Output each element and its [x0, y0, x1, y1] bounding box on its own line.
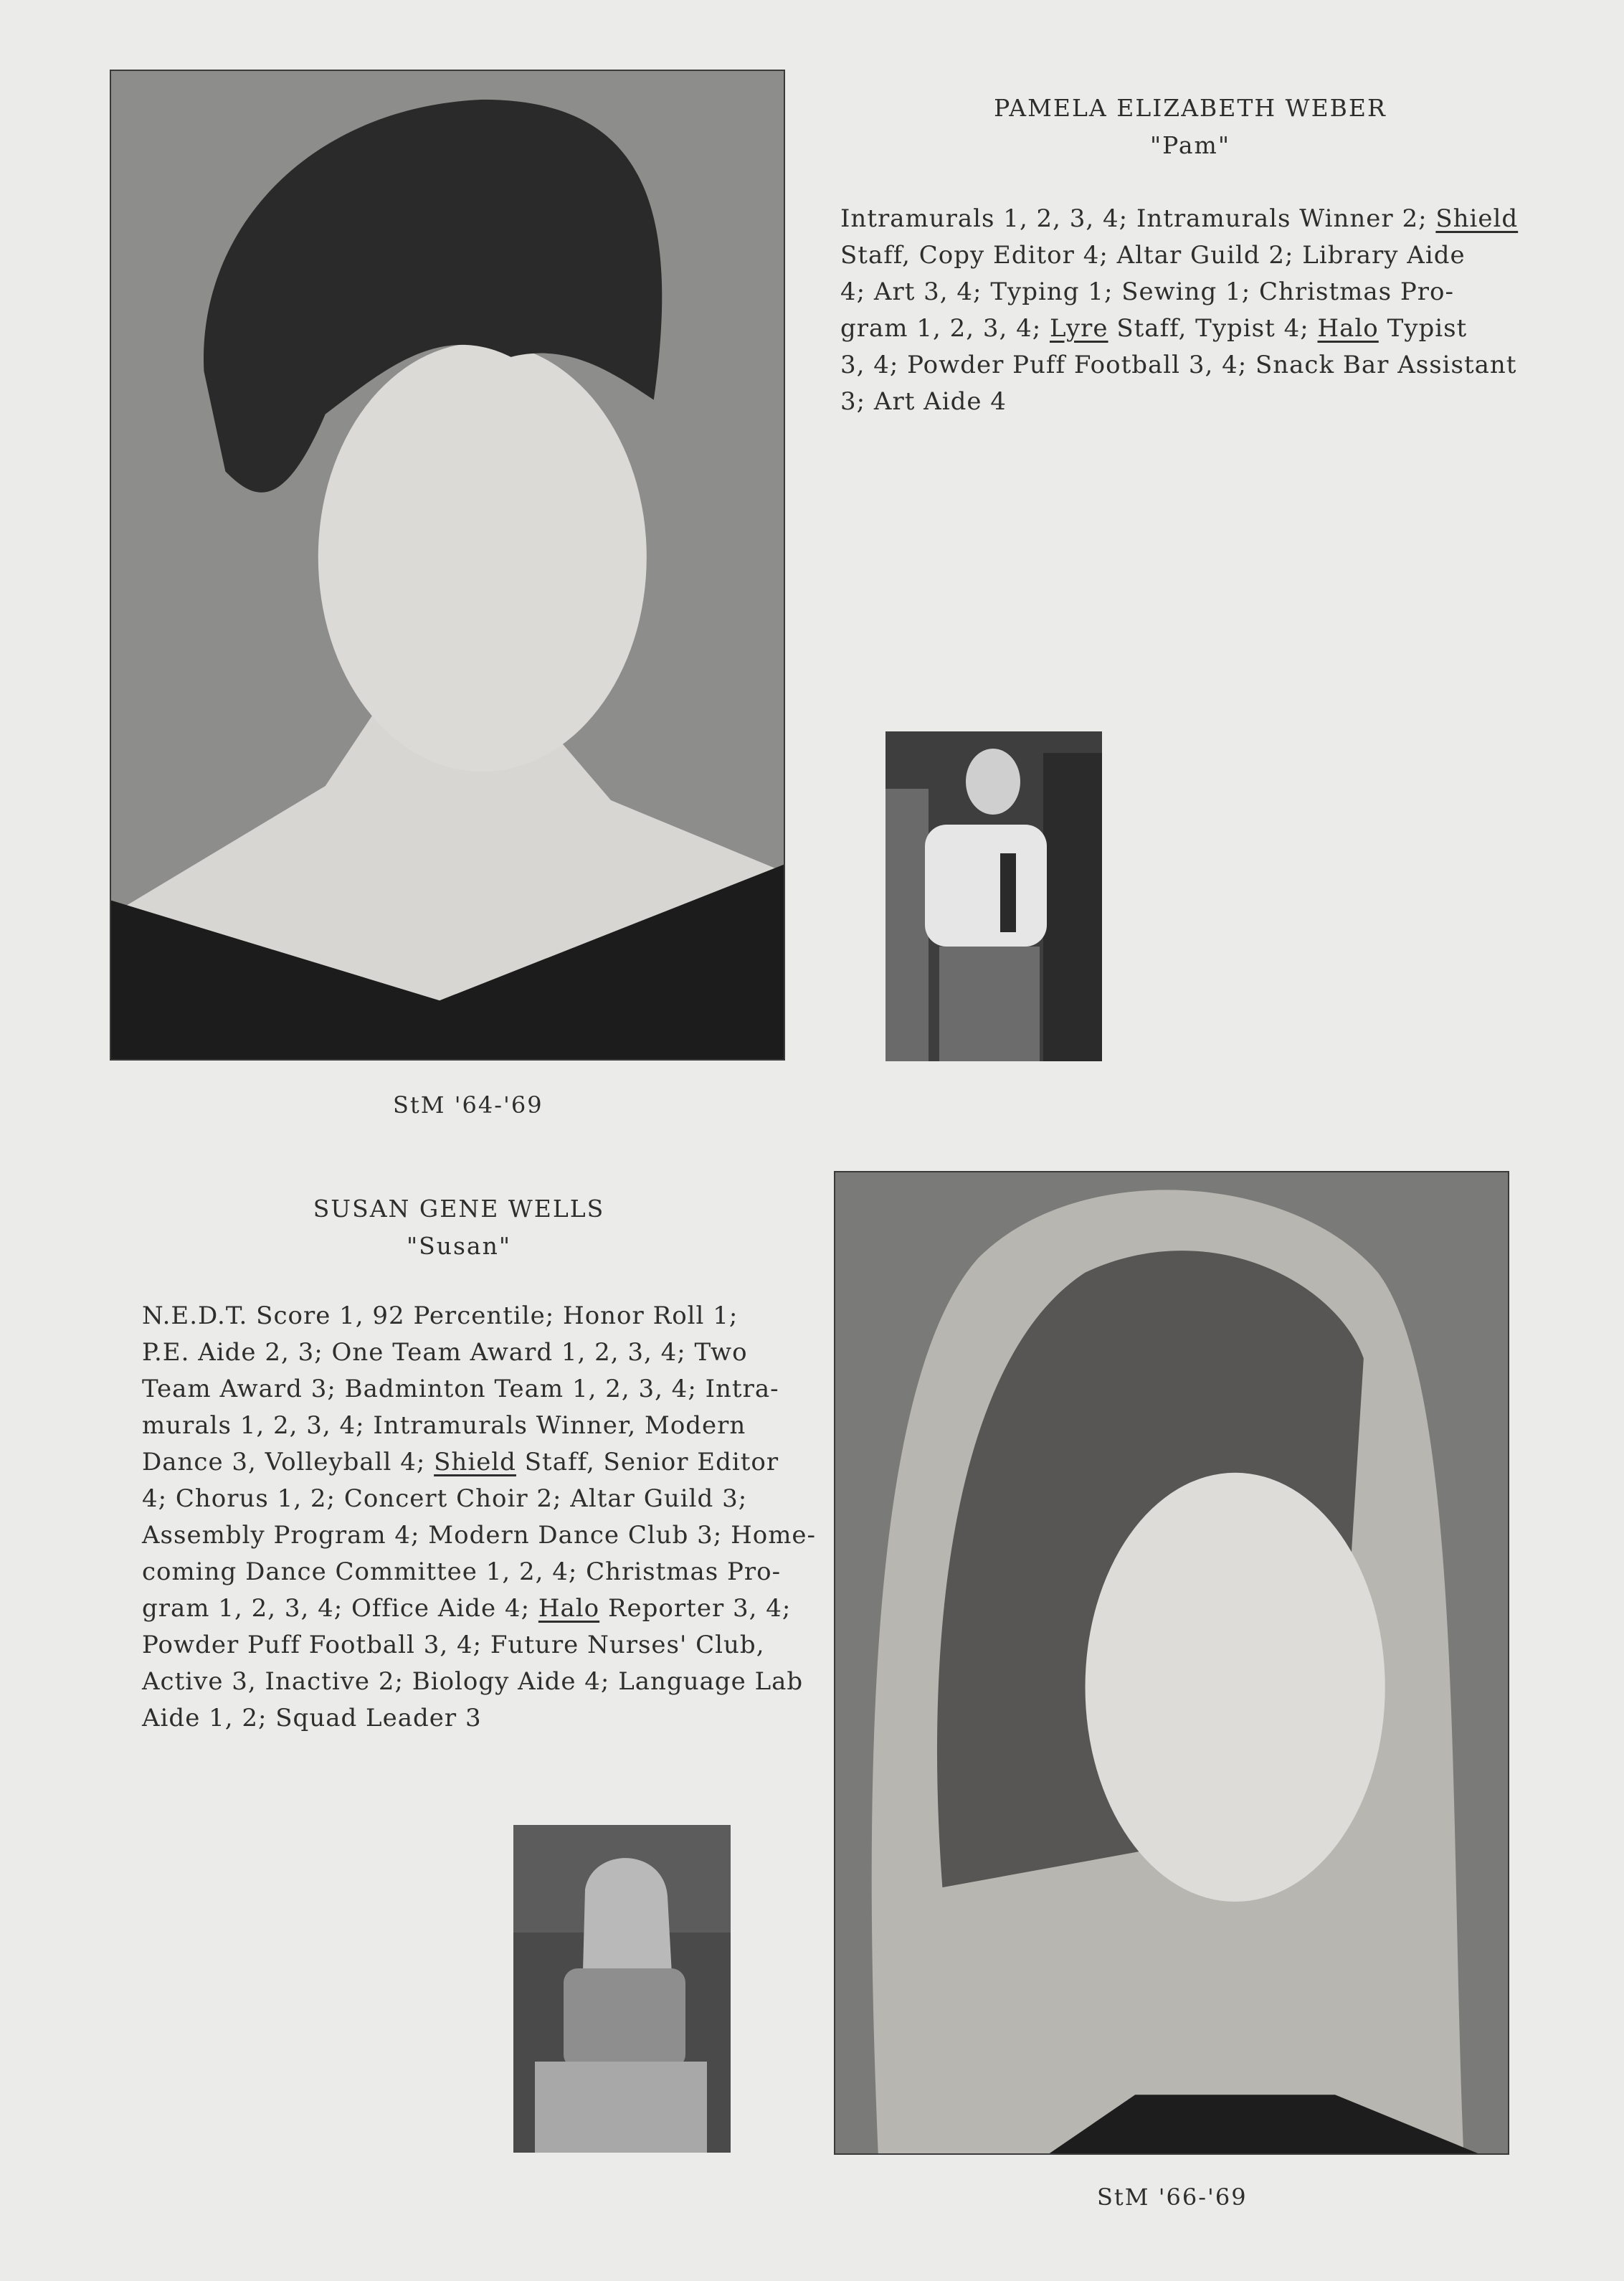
weber-candid-photo [885, 731, 1102, 1061]
bio-line: gram 1, 2, 3, 4; Lyre Staff, Typist 4; Halo Typist [840, 314, 1468, 343]
weber-nickname: "Pam" [1149, 131, 1231, 159]
bio-line: Staff, Copy Editor 4; Altar Guild 2; Library Aide [840, 241, 1466, 270]
bio-line: Intramurals 1, 2, 3, 4; Intramurals Winner 2; Shield [840, 204, 1519, 233]
wells-portrait-photo [834, 1171, 1509, 2155]
wells-years: StM '66-'69 [1097, 2183, 1248, 2211]
weber-portrait-photo [110, 70, 785, 1061]
bio-line: Assembly Program 4; Modern Dance Club 3; Home- [142, 1521, 817, 1550]
bio-line: gram 1, 2, 3, 4; Office Aide 4; Halo Reporter 3, 4; [142, 1594, 792, 1623]
bio-line: Team Award 3; Badminton Team 1, 2, 3, 4; Intra- [142, 1375, 779, 1403]
bio-line: 3; Art Aide 4 [840, 387, 1007, 416]
bio-line: 4; Chorus 1, 2; Concert Choir 2; Altar Guild 3; [142, 1484, 748, 1513]
bio-line: Dance 3, Volleyball 4; Shield Staff, Senior Editor [142, 1448, 779, 1476]
bio-line: murals 1, 2, 3, 4; Intramurals Winner, Modern [142, 1411, 746, 1440]
wells-activities [142, 1298, 816, 1737]
bio-line: N.E.D.T. Score 1, 92 Percentile; Honor Roll 1; [142, 1301, 739, 1330]
wells-candid-photo [513, 1825, 731, 2153]
weber-full-name: PAMELA ELIZABETH WEBER "Pam" [918, 90, 1463, 164]
weber-activities [840, 201, 1518, 420]
bio-line: Powder Puff Football 3, 4; Future Nurses' Club, [142, 1631, 765, 1659]
bio-line: 3, 4; Powder Puff Football 3, 4; Snack Bar Assistant [840, 351, 1517, 379]
bio-line: P.E. Aide 2, 3; One Team Award 1, 2, 3, 4; Two [142, 1338, 748, 1367]
bio-line: 4; Art 3, 4; Typing 1; Sewing 1; Christmas Pro- [840, 278, 1454, 306]
weber-years: StM '64-'69 [393, 1091, 543, 1119]
bio-line: Aide 1, 2; Squad Leader 3 [142, 1704, 482, 1732]
wells-nickname: "Susan" [406, 1232, 512, 1260]
bio-line: coming Dance Committee 1, 2, 4; Christmas Pro- [142, 1557, 782, 1586]
bio-line: Active 3, Inactive 2; Biology Aide 4; Language Lab [142, 1667, 804, 1696]
wells-full-name: SUSAN GENE WELLS "Susan" [208, 1190, 710, 1265]
